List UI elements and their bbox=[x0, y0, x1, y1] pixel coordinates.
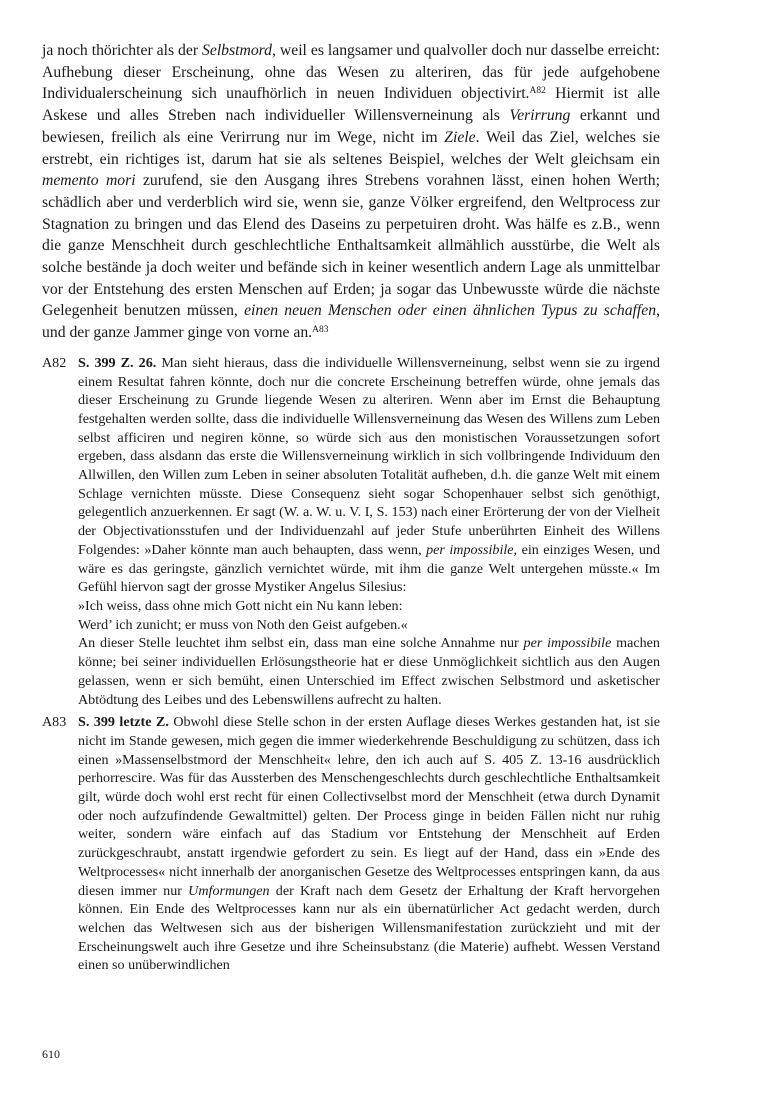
emphasis: einen neuen Menschen oder einen ähnlichen Typus zu schaffen bbox=[244, 302, 657, 320]
text-run: ein einziges Wesen, und wäre es das geringste, gänzlich vernichtet würde, mit ihm die ganze Welt untergehen müsste.« Im Gefühl hiervon sagt der grosse Mystiker Angelus Silesius: bbox=[78, 541, 660, 596]
emphasis: per impossibile, bbox=[426, 541, 518, 558]
text-run: Obwohl diese Stelle schon in der ersten Auflage dieses Werkes gestanden hat, ist sie nicht im Stande gewesen, mich gegen die immer wiederkehrende Beschuldigung zu schützen, dass ich einen »Massenselbstmord der Menschheit« lehre, den ich auch auf S. 405 Z. 13-16 ausdrücklich perhorrescire. Was für das Aussterben des Menschengeschlechts durch geschlechtliche Enthaltsamkeit gilt, würde doch wohl erst recht für einen Collectivselbst mord der Menschheit (etwa durch Dynamit oder noch aufzufindende Gewaltmittel) gelten. Der Process ginge in beiden Fällen nicht nur ruhig weiter, sondern wäre einfach auf das Stadium vor Entstehung der Menschheit auf Erden zurückgeschraubt, anstatt irgendwie gefordert zu sein. Es liegt auf der Hand, dass ein »Ende des Weltprocesses« nicht innerhalb der anorganischen Gesetze des Weltprocesses entspringen kann, da aus diesen immer nur bbox=[78, 714, 660, 899]
note-a83 bbox=[42, 713, 660, 975]
text-run: machen könne; bei seiner individuellen Erlösungstheorie hat er diese Unmöglichkeit sichtlich aus den Augen gelassen, wenn er sich bemüht, einen Unterschied im Effect zwischen Selbstmord und asketischer Abtödtung des Leibes und des Lebenswillens aufrecht zu halten. bbox=[78, 635, 660, 708]
verse-line: »Ich weiss, dass ohne mich Gott nicht ein Nu kann leben: bbox=[78, 597, 403, 614]
text-run: zurufend, sie den Ausgang ihres Strebens vorahnen lässt, einen hohen Werth; schädlich aber und verderblich wird sie, wenn sie, ganze Völker ergreifend, den Weltprocess zur Stagnation zu bringen und das Elend des Daseins zu perpetuiren droht. Was hälfe es z.B., wenn die ganze Menschheit durch geschlechtliche Enthaltsamkeit allmählich ausstürbe, die Welt als solche bestände ja doch weiter und befände sich in keiner wesentlich andern Lage als unmittelbar vor der Entstehung des ersten Menschen auf Erden; ja sogar das Unbewusste würde die nächste Gelegenheit benutzen müssen, bbox=[42, 172, 660, 320]
note-a82 bbox=[42, 354, 660, 709]
footnote-marker-a83[interactable]: A83 bbox=[312, 325, 329, 336]
note-reference: S. 399 letzte Z. bbox=[78, 714, 169, 731]
page-content bbox=[42, 40, 660, 979]
text-run: erkannt und bewiesen, freilich als eine Verirrung nur im Wege, nicht im bbox=[42, 107, 660, 146]
page-number: 610 bbox=[42, 1047, 60, 1061]
note-reference: S. 399 Z. 26. bbox=[78, 354, 157, 371]
note-text bbox=[78, 713, 660, 975]
text-run: ja noch thörichter als der bbox=[42, 42, 203, 59]
note-text bbox=[78, 634, 660, 709]
emphasis: Umformungen bbox=[188, 882, 270, 899]
endnotes bbox=[42, 354, 660, 975]
emphasis: Selbstmord bbox=[202, 42, 273, 59]
emphasis: Verirrung bbox=[509, 107, 571, 125]
main-paragraph bbox=[42, 40, 660, 344]
text-run: An dieser Stelle leuchtet ihm selbst ein, dass man eine solche Annahme nur bbox=[78, 635, 524, 652]
note-text bbox=[78, 354, 660, 597]
text-run: . Weil das Ziel, welches sie erstrebt, ein richtiges ist, darum hat sie als seltenes Beispiel, welches der Welt gleichsam ein bbox=[42, 128, 660, 168]
emphasis: memento mori bbox=[42, 172, 136, 190]
emphasis: per impossibile bbox=[523, 635, 612, 652]
footnote-marker-a82[interactable]: A82 bbox=[529, 86, 546, 97]
text-run: , weil es langsamer und qualvoller doch nur dasselbe erreicht: Aufhebung dieser Erscheinung, ohne das Wesen zu alteriren, das für jede aufgehobene Individualerscheinung sich unaufhörlich in neuen Individuen objectivirt. bbox=[42, 42, 660, 103]
note-label: A83 bbox=[42, 714, 67, 731]
text-run: , und der ganze Jammer ginge von vorne an. bbox=[42, 302, 660, 342]
verse-line: Werd’ ich zunicht; er muss von Noth den Geist aufgeben.« bbox=[78, 616, 408, 633]
text-run: der Kraft nach dem Gesetz der Erhaltung der Kraft hervorgehen können. Ein Ende des Weltprocesses kann nur als ein übernatürlicher Act gedacht werden, durch welchen das Weltwesen sich aus der bisherigen Willensmanifestation zurückzieht und mit der Erscheinungswelt auch ihre Gesetze und ihre Scheinsubstanz (die Materie) aufhebt. Wessen Verstand einen so unüberwindlichen bbox=[78, 882, 660, 974]
text-run: Hiermit ist alle Askese und alles Streben nach individueller Willensverneinung als bbox=[42, 85, 660, 125]
note-label: A82 bbox=[42, 354, 67, 371]
emphasis: Ziele bbox=[444, 128, 476, 146]
text-run: Man sieht hieraus, dass die individuelle Willensverneinung, selbst wenn sie zu irgend einem Resultat fahren könnte, doch nur die concrete Erscheinung betreffen würde, ohne jemals das dieser Erscheinung zu Grunde liegende Wesen zu alteriren. Wenn aber im Ernst die Behauptung festgehalten werden sollte, dass die individuelle Willensverneinung das Wesen des Willens zum Leben selbst afficiren und negiren könne, so würde sich aus den monistischen Voraussetzungen sofort ergeben, dass alsdann das erste die Willensverneinung wirklich in sich vollbringende Individuum den Allwillen, den Willen zum Leben in seiner absoluten Totalität aufheben, d.h. die ganze Welt mit einem Schlage vernichten müsste. Diese Consequenz sieht sogar Schopenhauer selbst sich genöthigt, gelegentlich anzuerkennen. Er sagt (W. a. W. u. V. I, S. 153) nach einer Erörterung der von der Vielheit der Objectivationsstufen und der Individuenzahl auf jeder Stufe unberührten Einheit des Willens Folgendes: »Daher könnte man auch behaupten, dass wenn, bbox=[78, 354, 660, 558]
